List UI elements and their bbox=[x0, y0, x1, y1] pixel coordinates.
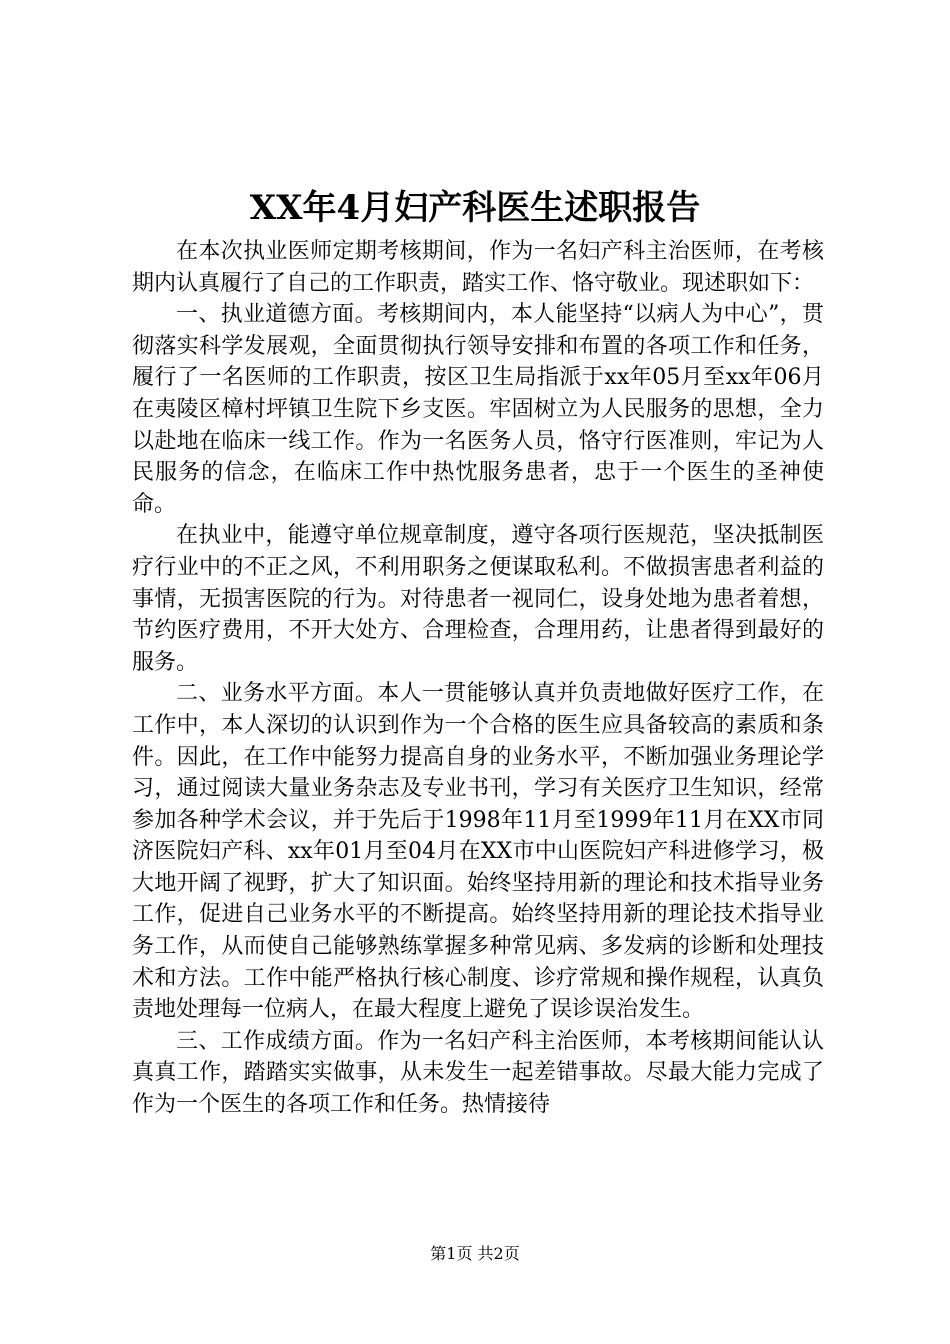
page-footer: 第1页 共2页 bbox=[430, 1244, 520, 1263]
document-title: XX年4月妇产科医生述职报告 bbox=[249, 188, 701, 228]
paragraph-ethics: 一、执业道德方面。考核期间内，本人能坚持“以病人为中心”，贯彻落实科学发展观，全面贯彻执行领导安排和布置的各项工作和任务，履行了一名医师的工作职责，按区卫生局指派于xx年05月至xx年06月在夷陵区樟村坪镇卫生院下乡支医。牢固树立为人民服务的思想，全力以赴地在临床一线工作。作为一名医务人员，恪守行医准则，牢记为人民服务的信念，在临床工作中热忱服务患者，忠于一个医生的圣神使命。 bbox=[132, 302, 824, 517]
paragraph-achievements: 三、工作成绩方面。作为一名妇产科主治医师，本考核期间能认认真真工作，踏踏实实做事，从未发生一起差错事故。尽最大能力完成了作为一个医生的各项工作和任务。热情接待 bbox=[132, 1028, 824, 1118]
paragraph-conduct: 在执业中，能遵守单位规章制度，遵守各项行医规范，坚决抵制医疗行业中的不正之风，不利用职务之便谋取私利。不做损害患者利益的事情，无损害医院的行为。对待患者一视同仁，设身处地为患者着想，节约医疗费用，不开大处方、合理检查，合理用药，让患者得到最好的服务。 bbox=[132, 523, 824, 675]
paragraph-skills: 二、业务水平方面。本人一贯能够认真并负责地做好医疗工作，在工作中，本人深切的认识到作为一个合格的医生应具备较高的素质和条件。因此，在工作中能努力提高自身的业务水平，不断加强业务理论学习，通过阅读大量业务杂志及专业书刊，学习有关医疗卫生知识，经常参加各种学术会议，并于先后于1998年11月至1999年11月在XX市同济医院妇产科、xx年01月至04月在XX市中山医院妇产科进修学习，极大地开阔了视野，扩大了知识面。始终坚持用新的理论和技术指导业务工作，促进自己业务水平的不断提高。始终坚持用新的理论技术指导业务工作，从而使自己能够熟练掌握多种常见病、多发病的诊断和处理技术和方法。工作中能严格执行核心制度、诊疗常规和操作规程，认真负责地处理每一位病人，在最大程度上避免了误诊误治发生。 bbox=[132, 681, 824, 1023]
document-body bbox=[132, 236, 824, 1121]
paragraph-intro: 在本次执业医师定期考核期间，作为一名妇产科主治医师，在考核期内认真履行了自己的工作职责，踏实工作、恪守敬业。现述职如下： bbox=[132, 239, 824, 296]
